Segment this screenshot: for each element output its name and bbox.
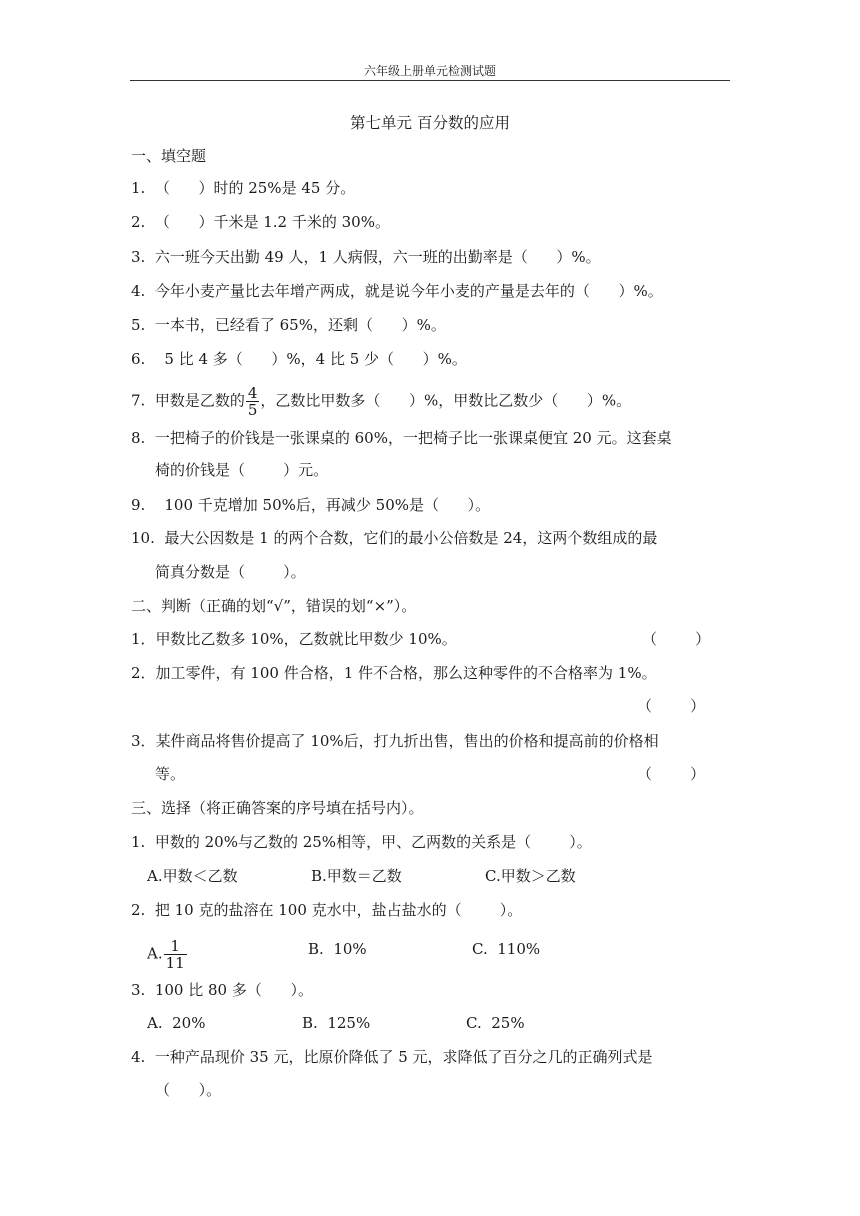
- question-1-2: 2. （ ）千米是 1.2 千米的 30%。: [131, 213, 390, 231]
- option-3-2-c: C. 110%: [472, 940, 541, 958]
- question-1-1: 1. （ ）时的 25%是 45 分。: [131, 179, 356, 197]
- question-1-7: [131, 385, 631, 418]
- fraction-denominator: 11: [165, 954, 185, 972]
- option-3-3-b: B. 125%: [302, 1014, 371, 1032]
- question-3-2: 2. 把 10 克的盐溶在 100 克水中，盐占盐水的（ ）。: [131, 901, 523, 919]
- section-heading-fill-blank: 一、填空题: [131, 147, 207, 165]
- question-1-5: 5. 一本书，已经看了 65%，还剩（ ）%。: [131, 316, 446, 334]
- option-3-3-c: C. 25%: [466, 1014, 525, 1032]
- question-3-3: 3. 100 比 80 多（ ）。: [131, 981, 313, 999]
- question-1-8-line2: 椅的价钱是（ ）元。: [155, 461, 329, 479]
- fraction-numerator: 1: [164, 938, 187, 955]
- question-3-1: 1. 甲数的 20%与乙数的 25%相等，甲、乙两数的关系是（ ）。: [131, 833, 592, 851]
- question-3-4-line2: （ ）。: [155, 1081, 222, 1099]
- option-3-1-a: A.甲数＜乙数: [147, 867, 238, 885]
- question-2-3-line1: 3．某件商品将售价提高了 10%后，打九折出售，售出的价格和提高前的价格相: [131, 732, 659, 750]
- option-3-1-c: C.甲数＞乙数: [485, 867, 576, 885]
- question-2-2: 2．加工零件，有 100 件合格，1 件不合格，那么这种零件的不合格率为 1%。: [131, 664, 657, 682]
- option-3-1-b: B.甲数＝乙数: [311, 867, 402, 885]
- question-2-1: 1．甲数比乙数多 10%，乙数就比甲数少 10%。: [131, 630, 457, 648]
- section-heading-multiple-choice: 三、选择（将正确答案的序号填在括号内）。: [131, 799, 424, 817]
- option-3-2-a: [147, 938, 188, 971]
- question-1-7-before: 7. 甲数是乙数的: [131, 391, 245, 410]
- header-rule: [130, 80, 730, 81]
- fraction-denominator: 5: [247, 401, 258, 419]
- fraction-four-fifths: [246, 385, 260, 418]
- answer-bracket-2-2: （ ）: [637, 697, 706, 715]
- option-3-3-a: A. 20%: [147, 1014, 206, 1032]
- answer-bracket-2-3: （ ）: [637, 765, 706, 783]
- question-1-10-line1: 10. 最大公因数是 1 的两个合数，它们的最小公倍数是 24，这两个数组成的最: [131, 529, 658, 547]
- question-1-3: 3. 六一班今天出勤 49 人，1 人病假，六一班的出勤率是（ ）%。: [131, 248, 601, 266]
- fraction-numerator: 4: [247, 384, 258, 402]
- answer-bracket-2-1: （ ）: [642, 630, 711, 648]
- question-1-6: 6. 5 比 4 多（ ）%，4 比 5 少（ ）%。: [131, 350, 467, 368]
- fraction-one-eleventh: [164, 938, 187, 971]
- question-1-8-line1: 8. 一把椅子的价钱是一张课桌的 60%，一把椅子比一张课桌便宜 20 元。这套桌: [131, 429, 672, 447]
- question-1-10-line2: 简真分数是（ ）。: [155, 563, 306, 581]
- question-1-7-after: ，乙数比甲数多（ ）%，甲数比乙数少（ ）%。: [260, 391, 632, 410]
- option-3-2-a-prefix: A.: [147, 944, 163, 963]
- page-header: 六年级上册单元检测试题: [363, 64, 496, 78]
- question-3-4-line1: 4. 一种产品现价 35 元，比原价降低了 5 元，求降低了百分之几的正确列式是: [131, 1048, 653, 1066]
- question-1-9: 9. 100 千克增加 50%后，再减少 50%是（ ）。: [131, 496, 491, 514]
- question-1-4: 4. 今年小麦产量比去年增产两成，就是说今年小麦的产量是去年的（ ）%。: [131, 282, 663, 300]
- section-heading-true-false: 二、判断（正确的划“√”，错误的划“×”）。: [131, 597, 417, 615]
- question-2-3-line2: 等。: [155, 765, 186, 783]
- page-title: 第七单元 百分数的应用: [350, 114, 510, 132]
- option-3-2-b: B. 10%: [308, 940, 367, 958]
